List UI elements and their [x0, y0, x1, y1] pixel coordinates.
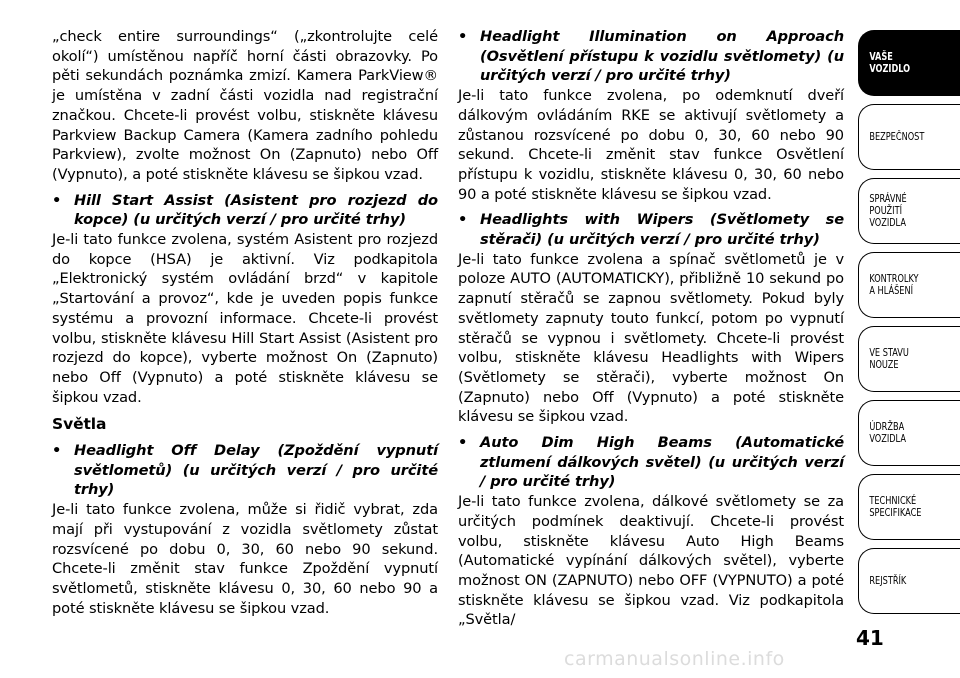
left-column — [52, 0, 438, 618]
illumination-on-approach-body: Je-li tato funkce zvolena, po odemknutí dveří dálkovým ovládáním RKE se aktivují světlomety a zůstanou rozsvícené po dobu 0, 30, 60 nebo 90 sekund. Chcete-li změnit stav funkce Osvětlení přístupu k vozidlu, stiskněte klávesu 0, 30, 60 nebo 90 a poté stiskněte klávesu se šipkou vzad. — [458, 87, 844, 203]
tab-technicke-specifikace[interactable] — [858, 474, 960, 540]
tab-label: VAŠE VOZIDLO — [869, 51, 911, 75]
headlight-off-delay-body: Je-li tato funkce zvolena, může si řidič vybrat, zda mají při vystupování z vozidla světlomety zůstat rozsvícené po dobu 0, 30, 60 nebo 90 sekund. Chcete-li změnit stav funkce Zpoždění vypnutí světlometů, stiskněte klávesu 0, 30, 60 nebo 90 a poté stiskněte klávesu se šipkou vzad. — [52, 501, 438, 617]
tab-label: TECHNICKÉ SPECIFIKACE — [869, 495, 922, 519]
hill-start-assist-body: Je-li tato funkce zvolena, systém Asistent pro rozjezd do kopce (HSA) je aktivní. Viz podkapitola „Elektronický systém ovládání brzd“ v kapitole „Startování a provoz“, kde je uveden popis funkce systému a provozní informace. Chcete-li provést volbu, stiskněte klávesu Hill Start Assist (Asistent pro rozjezd do kopce), vyberte možnost On (Zapnuto) nebo Off (Vypnuto) a poté stiskněte klávesu se šipkou vzad. — [52, 231, 438, 406]
tab-label: ÚDRŽBA VOZIDLA — [869, 421, 906, 445]
tab-kontrolky-a-hlaseni[interactable] — [858, 252, 960, 318]
chapter-tab-strip — [858, 30, 960, 622]
tab-label: REJSTŘÍK — [869, 575, 907, 587]
tab-udrzba-vozidla[interactable] — [858, 400, 960, 466]
watermark: carmanualsonline.info — [564, 648, 785, 670]
right-column — [458, 0, 844, 630]
tab-bezpecnost[interactable] — [858, 104, 960, 170]
hill-start-assist-heading: • Hill Start Assist (Asistent pro rozjezd do kopce) (u určitých verzí / pro určité trhy) — [52, 191, 438, 230]
headlights-with-wipers-body: Je-li tato funkce zvolena a spínač světlometů je v poloze AUTO (AUTOMATICKY), přibližně 10 sekund po zapnutí stěračů se zapnou světlomety. Pokud byly světlomety zapnuty touto funkcí, potom po vypnutí stěračů se vypnou i světlomety. Chcete-li provést volbu, stiskněte klávesu Headlights with Wipers (Světlomety se stěrači), vyberte možnost On (Zapnuto) nebo Off (Vypnuto) a poté stiskněte klávesu se šipkou vzad. — [458, 250, 844, 426]
section-title-lights: Světla — [52, 415, 107, 434]
headlights-with-wipers-heading: • Headlights with Wipers (Světlomety se stěrači) (u určitých verzí / pro určité trhy) — [458, 210, 844, 249]
tab-rejstrik[interactable] — [858, 548, 960, 614]
tab-label: SPRÁVNÉ POUŽITÍ VOZIDLA — [869, 193, 907, 229]
auto-dim-high-beams-body: Je-li tato funkce zvolena, dálkové světlomety se za určitých podmínek deaktivují. Chcete-li provést volbu, stiskněte klávesu Auto High Beams (Automatické vypínání dálkových světel), vyberte možnost ON (ZAPNUTO) nebo OFF (VYPNUTO) a poté stiskněte klávesu se šipkou vzad. Viz podkapitola „Světla/ — [458, 493, 844, 629]
intro-paragraph: „check entire surroundings“ („zkontrolujte celé okolí“) umístěnou napříč horní části obrazovky. Po pěti sekundách poznámka zmizí. Kamera ParkView® je umístěna v zadní části vozidla nad registrační značkou. Chcete-li provést volbu, stiskněte klávesu Parkview Backup Camera (Kamera zadního pohledu Parkview), zvolte možnost On (Zapnuto) nebo Off (Vypnuto), a poté stiskněte klávesu se šipkou vzad. — [52, 28, 438, 183]
tab-label: BEZPEČNOST — [869, 131, 925, 143]
auto-dim-high-beams-heading: • Auto Dim High Beams (Automatické ztlumení dálkových světel) (u určitých verzí / pro určité trhy) — [458, 433, 844, 492]
tab-label: KONTROLKY A HLÁŠENÍ — [869, 273, 919, 297]
tab-spravne-pouziti-vozidla[interactable] — [858, 178, 960, 244]
tab-vase-vozidlo[interactable] — [858, 30, 960, 96]
tab-label: VE STAVU NOUZE — [869, 347, 909, 371]
page-number: 41 — [856, 626, 884, 650]
headlight-off-delay-heading: • Headlight Off Delay (Zpoždění vypnutí světlometů) (u určitých verzí / pro určité trhy) — [52, 441, 438, 500]
tab-ve-stavu-nouze[interactable] — [858, 326, 960, 392]
illumination-on-approach-heading: • Headlight Illumination on Approach (Osvětlení přístupu k vozidlu světlomety) (u určitých verzí / pro určité trhy) — [458, 27, 844, 86]
